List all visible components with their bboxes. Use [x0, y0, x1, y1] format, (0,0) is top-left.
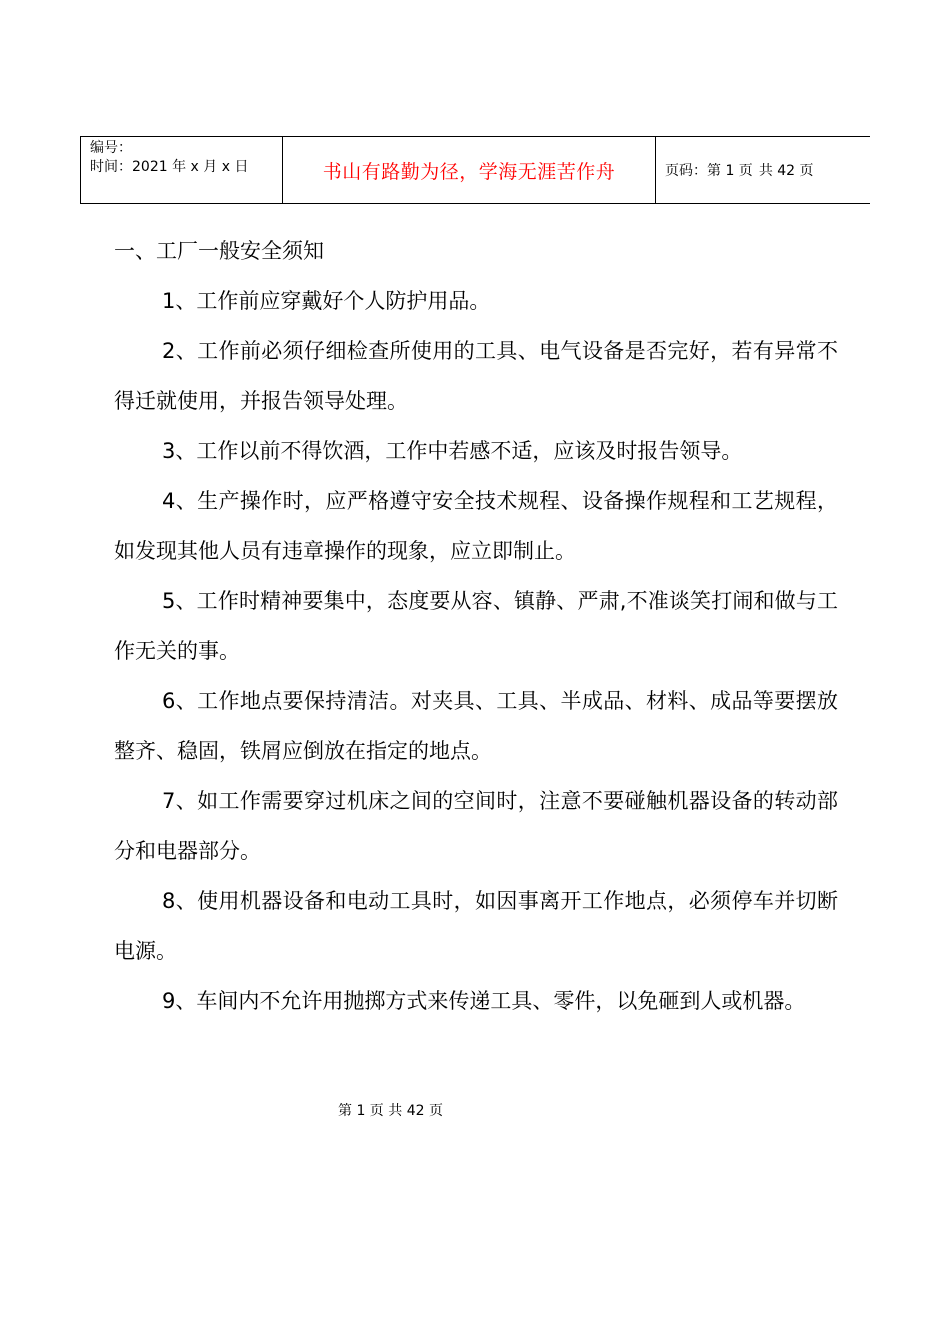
- header-page-cell: [656, 137, 871, 203]
- paragraph: 6、工作地点要保持清洁。对夹具、工具、半成品、材料、成品等要摆放整齐、稳固，铁屑应倒放在指定的地点。: [114, 689, 838, 763]
- footer-page-info: 第 1 页 共 42 页: [338, 1103, 443, 1119]
- paragraph: 1、工作前应穿戴好个人防护用品。: [162, 289, 491, 313]
- document-body: [114, 226, 838, 1026]
- document-header-table: [80, 136, 870, 204]
- paragraph: 2、工作前必须仔细检查所使用的工具、电气设备是否完好，若有异常不得迁就使用，并报告领导处理。: [114, 339, 838, 413]
- header-motto-cell: [283, 137, 656, 203]
- paragraph: 3、工作以前不得饮酒，工作中若感不适，应该及时报告领导。: [162, 439, 743, 463]
- header-meta-cell: [81, 137, 283, 203]
- paragraph: 8、使用机器设备和电动工具时，如因事离开工作地点，必须停车并切断电源。: [114, 889, 838, 963]
- section-title: 一、工厂一般安全须知: [114, 239, 324, 263]
- paragraph: 7、如工作需要穿过机床之间的空间时，注意不要碰触机器设备的转动部分和电器部分。: [114, 789, 838, 863]
- header-page-label: 页码：第 1 页: [665, 163, 753, 179]
- paragraph: 4、生产操作时，应严格遵守安全技术规程、设备操作规程和工艺规程，如发现其他人员有违章操作的现象，应立即制止。: [114, 489, 838, 563]
- page-footer: [0, 1100, 950, 1120]
- document-number-label: 编号：: [90, 140, 132, 156]
- paragraph: 9、车间内不允许用抛掷方式来传递工具、零件，以免砸到人或机器。: [162, 989, 806, 1013]
- paragraph: 5、工作时精神要集中，态度要从容、镇静、严肃,不准谈笑打闹和做与工作无关的事。: [114, 589, 838, 663]
- document-time-label: 时间：2021 年 x 月 x 日: [90, 159, 249, 175]
- header-page-total: 共 42 页: [758, 163, 814, 179]
- header-motto: 书山有路勤为径，学海无涯苦作舟: [322, 160, 616, 183]
